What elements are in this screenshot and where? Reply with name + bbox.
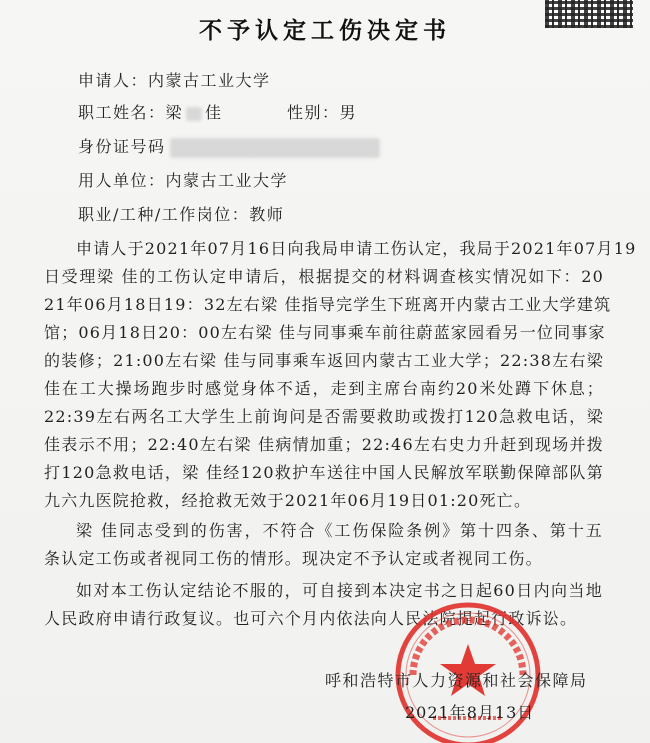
applicant-label: 申请人： (78, 71, 149, 90)
gender-line (287, 100, 357, 123)
para1-line: 的装修；21:00左右梁 佳与同事乘车返回内蒙古工业大学；22:38左右梁 (44, 351, 604, 370)
para1-line: 21年06月18日19：32左右梁 佳指导完学生下班离开内蒙古工业大学建筑 (44, 295, 612, 314)
issuer-signature: 呼和浩特市人力资源和社会保障局 (325, 671, 588, 690)
employer-label: 用人单位： (78, 171, 166, 190)
issue-date: 2021年8月13日 (405, 703, 535, 722)
para1-line: 佳表示不用；22:40左右梁 佳病情加重；22:46左右史力升赶到现场并拨 (44, 435, 604, 454)
id-redaction (170, 138, 380, 158)
gender-value: 男 (339, 103, 358, 122)
id-label: 身份证号码 (78, 137, 166, 156)
para1-line: 九六九医院抢救，经抢救无效于2021年06月19日01:20死亡。 (44, 491, 532, 510)
occupation-label: 职业/工种/工作岗位： (78, 205, 250, 224)
para1-line: 申请人于2021年07月16日向我局申请工伤认定，我局于2021年07月19 (76, 239, 637, 258)
applicant-value: 内蒙古工业大学 (148, 71, 271, 90)
para3-line: 人民政府申请行政复议。也可六个月内依法向人民法院提起行政诉讼。 (44, 609, 578, 628)
employee-name-label: 职工姓名： (78, 103, 166, 122)
id-line (78, 134, 380, 158)
applicant-line (78, 68, 271, 91)
para1-line: 佳在工大操场跑步时感觉身体不适，走到主席台南约20米处蹲下休息； (44, 379, 604, 398)
employer-value: 内蒙古工业大学 (165, 171, 289, 190)
employer-line (78, 168, 288, 191)
para3-line: 如对本工伤认定结论不服的，可自接到本决定书之日起60日内向当地 (76, 581, 603, 600)
occupation-value: 教师 (249, 205, 285, 224)
employee-name-line (78, 100, 223, 123)
para1-line: 日受理梁 佳的工伤认定申请后，根据提交的材料调查核实情况如下：20 (44, 267, 604, 286)
occupation-line (78, 202, 284, 225)
employee-name-first: 梁 (165, 103, 184, 122)
para2-line: 梁 佳同志受到的伤害，不符合《工伤保险条例》第十四条、第十五 (76, 521, 603, 540)
para1-line: 22:39左右两名工大学生上前询问是否需要救助或拨打120急救电话，梁 (44, 407, 604, 426)
para1-line: 馆；06月18日20：00左右梁 佳与同事乘车前往蔚蓝家园看另一位同事家 (44, 323, 606, 342)
employee-name-last: 佳 (205, 103, 223, 122)
para2-line: 条认定工伤或者视同工伤的情形。现决定不予认定或者视同工伤。 (44, 549, 543, 568)
document-title: 不予认定工伤决定书 (199, 17, 451, 44)
name-redaction (186, 107, 202, 121)
gender-label: 性别： (287, 103, 340, 122)
para1-line: 打120急救电话，梁 佳经120救护车送往中国人民解放军联勤保障部队第 (44, 463, 604, 482)
